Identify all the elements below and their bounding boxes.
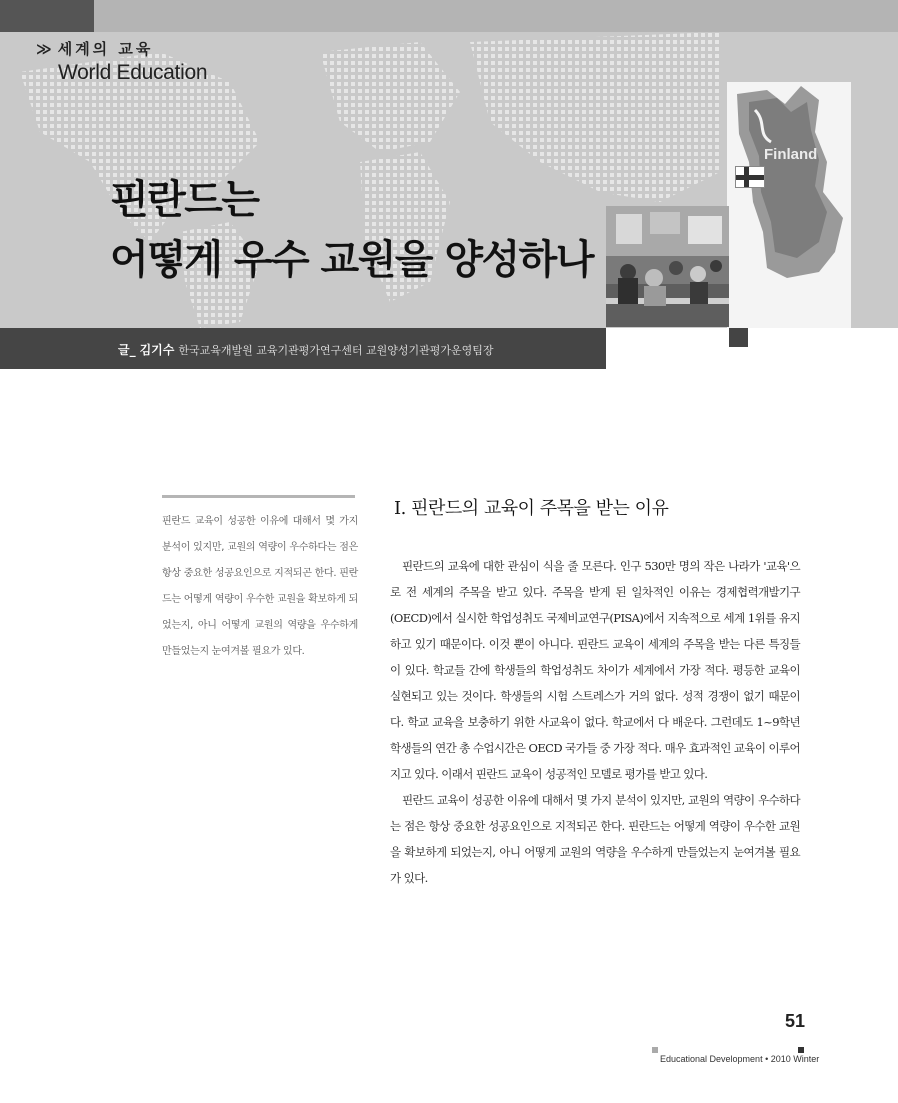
article-body: [390, 553, 800, 891]
title-line-1: 핀란드는: [110, 177, 259, 223]
title-line-2: 어떻게 우수 교원을 양성하나: [110, 237, 593, 283]
section-ko-label: 세계의 교육: [57, 40, 154, 58]
page-title: [110, 170, 593, 290]
footer-credit: Educational Development • 2010 Winter: [660, 1054, 820, 1064]
author-affiliation: 한국교육개발원 교육기관평가연구센터 교원양성기관평가운영팀장: [178, 344, 494, 357]
classroom-photo-image: [606, 206, 729, 327]
hero-right-edge: [851, 82, 898, 328]
finland-map-icon: [727, 82, 851, 328]
finland-flag-icon: [735, 166, 765, 188]
footer-square-dark: [798, 1047, 804, 1053]
article-paragraph: 핀란드의 교육에 대한 관심이 식을 줄 모른다. 인구 530만 명의 작은 나라가 '교육'으로 전 세계의 주목을 받고 있다. 주목을 받게 된 일차적인 이유는 경제협력개발기구(OECD)에서 실시한 학업성취도 국제비교연구(PISA)에서 지속적으로 세계 1위를 유지하고 있기 때문이다. 이것 뿐이 아니다. 핀란드 교육이 세계의 주목을 받는 다른 특징들이 있다. 학교들 간에 학생들의 학업성취도 차이가 세계에서 가장 적다. 평등한 교육이 실현되고 있는 것이다. 학생들의 시험 스트레스가 거의 없다. 성적 경쟁이 없기 때문이다. 학교 교육을 보충하기 위한 사교육이 없다. 학교에서 다 배운다. 그런데도 1~9학년 학생들의 연간 총 수업시간은 OECD 국가들 중 가장 적다. 매우 효과적인 교육이 이루어지고 있다. 이래서 핀란드 교육이 성공적인 모델로 평가를 받고 있다.: [390, 559, 800, 781]
side-note: 핀란드 교육이 성공한 이유에 대해서 몇 가지 분석이 있지만, 교원의 역량이 우수하다는 점은 항상 중요한 성공요인으로 지적되곤 한다. 핀란드는 어떻게 역량이 우수한 교원을 확보하게 되었는지, 아니 어떻게 교원의 역량을 우수하게 만들었는지 눈여겨볼 필요가 있다.: [162, 516, 358, 657]
section-en-label: World Education: [58, 61, 208, 84]
article-heading: Ⅰ. 핀란드의 교육이 주목을 받는 이유: [394, 498, 669, 519]
finland-map-card: [727, 82, 851, 328]
corner-block: [0, 0, 94, 32]
footer-square-light: [652, 1047, 658, 1053]
finland-label: Finland: [764, 146, 818, 163]
side-note-rule: [162, 495, 355, 498]
article-paragraph: 핀란드 교육이 성공한 이유에 대해서 몇 가지 분석이 있지만, 교원의 역량이 우수하다는 점은 항상 중요한 성공요인으로 지적되곤 한다. 핀란드는 어떻게 역량이 우수한 교원을 확보하게 되었는지, 아니 어떻게 교원의 역량을 우수하게 만들었는지 눈여겨볼 필요가 있다.: [390, 793, 800, 885]
byline: [118, 341, 494, 358]
classroom-photo: [606, 206, 729, 327]
page-number: 51: [785, 1011, 806, 1031]
author-prefix: 글_: [118, 343, 136, 357]
double-arrow-icon: ≫: [36, 40, 52, 58]
top-strip: [94, 0, 898, 32]
decorative-square: [729, 328, 748, 347]
section-label: [36, 38, 153, 59]
author-name: 김기수: [139, 343, 175, 357]
